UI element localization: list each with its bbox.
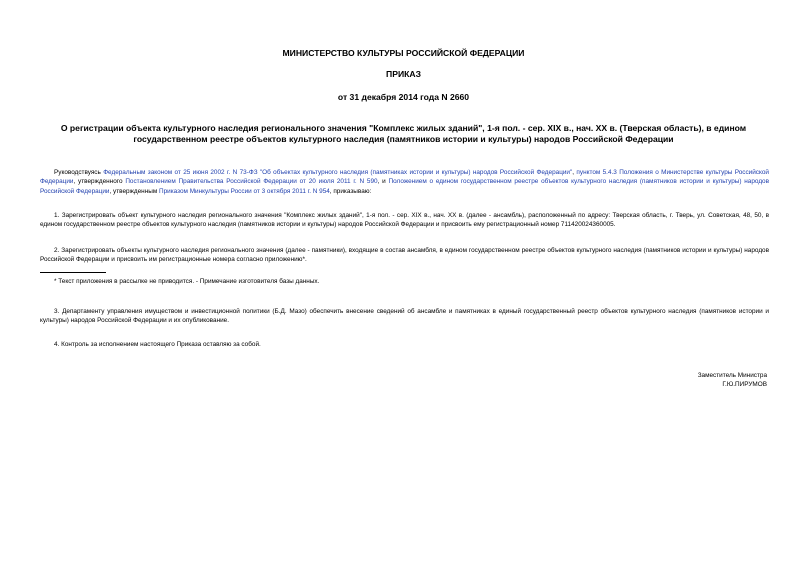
- order-item-4-text: 4. Контроль за исполнением настоящего Приказа оставляю за собой.: [54, 341, 261, 348]
- order-item-2-text: 2. Зарегистрировать объекты культурного наследия регионального значения (далее - памятники), входящие в состав ансамбля, в едином государственном реестре объектов культурного наследия (памятников истории и культуры) народов Российской Федерации и присвоить им регистрационные номера согласно приложению*.: [40, 247, 769, 264]
- document-date-number: от 31 декабря 2014 года N 2660: [337, 92, 470, 102]
- basis-paragraph: [40, 168, 769, 196]
- document-type-heading: ПРИКАЗ: [386, 69, 421, 79]
- order-item-1: [40, 211, 769, 230]
- footnote: [40, 277, 769, 286]
- federal-law-link[interactable]: Федеральным законом от 25 июня 2002 г. N 73-ФЗ "Об объектах культурного наследия (памятниках истории и культуры) народов Российской Федерации": [103, 169, 573, 176]
- signer-position: Заместитель Министра: [697, 372, 767, 379]
- order-item-3: [40, 307, 769, 326]
- order-item-3-text: 3. Департаменту управления имуществом и инвестиционной политики (Б.Д. Мазо) обеспечить внесение сведений об ансамбле и памятниках в единый государственный реестр объектов культурного наследия (памятников истории и культуры) народов Российской Федерации и их опубликование.: [40, 308, 769, 325]
- footnote-divider: [40, 272, 106, 273]
- ministry-regulation-link[interactable]: пунктом 5.4.3 Положения о Министерстве культуры Российской Федерации: [40, 169, 769, 186]
- basis-text-2: ,: [572, 169, 577, 176]
- document-title: О регистрации объекта культурного наследия регионального значения "Комплекс жилых зданий", 1-я пол. - сер. XIX в., нач. XX в. (Тверская область), в едином государственном реестре объектов культурного наследия (памятников истории и культуры) народов Российской Федерации: [60, 123, 747, 144]
- order-item-4: [40, 340, 769, 349]
- basis-text-5: , утвержденным: [109, 187, 159, 195]
- basis-text-1: Руководствуясь: [54, 169, 104, 176]
- basis-text-3: , утвержденного: [73, 178, 126, 186]
- basis-text-4: , и: [377, 178, 389, 186]
- basis-text-6: , приказываю:: [329, 187, 372, 195]
- order-item-2: [40, 246, 769, 265]
- order-item-1-text: 1. Зарегистрировать объект культурного наследия регионального значения "Комплекс жилых зданий", 1-я пол. - сер. XIX в., нач. XX в. (далее - ансамбль), расположенный по адресу: Тверская область, г. Тверь, ул. Советская, 48, 50, в едином государственном реестре объектов культурного наследия (памятников истории и культуры) народов Российской Федерации и присвоить ему регистрационный номер 711420024360005.: [40, 212, 769, 229]
- ministry-heading: МИНИСТЕРСТВО КУЛЬТУРЫ РОССИЙСКОЙ ФЕДЕРАЦИИ: [282, 48, 525, 58]
- signer-name: Г.Ю.ПИРУМОВ: [722, 381, 767, 388]
- government-decree-link[interactable]: Постановлением Правительства Российской Федерации от 20 июля 2011 г. N 590: [125, 178, 378, 186]
- ministry-order-link[interactable]: Приказом Минкультуры России от 3 октября 2011 г. N 954: [158, 187, 330, 195]
- footnote-text: * Текст приложения в рассылке не приводится. - Примечание изготовителя базы данных.: [54, 278, 320, 285]
- registry-regulation-link[interactable]: Положением о едином государственном реестре объектов культурного наследия (памятников истории и культуры) народов Российской Федерации: [40, 178, 769, 195]
